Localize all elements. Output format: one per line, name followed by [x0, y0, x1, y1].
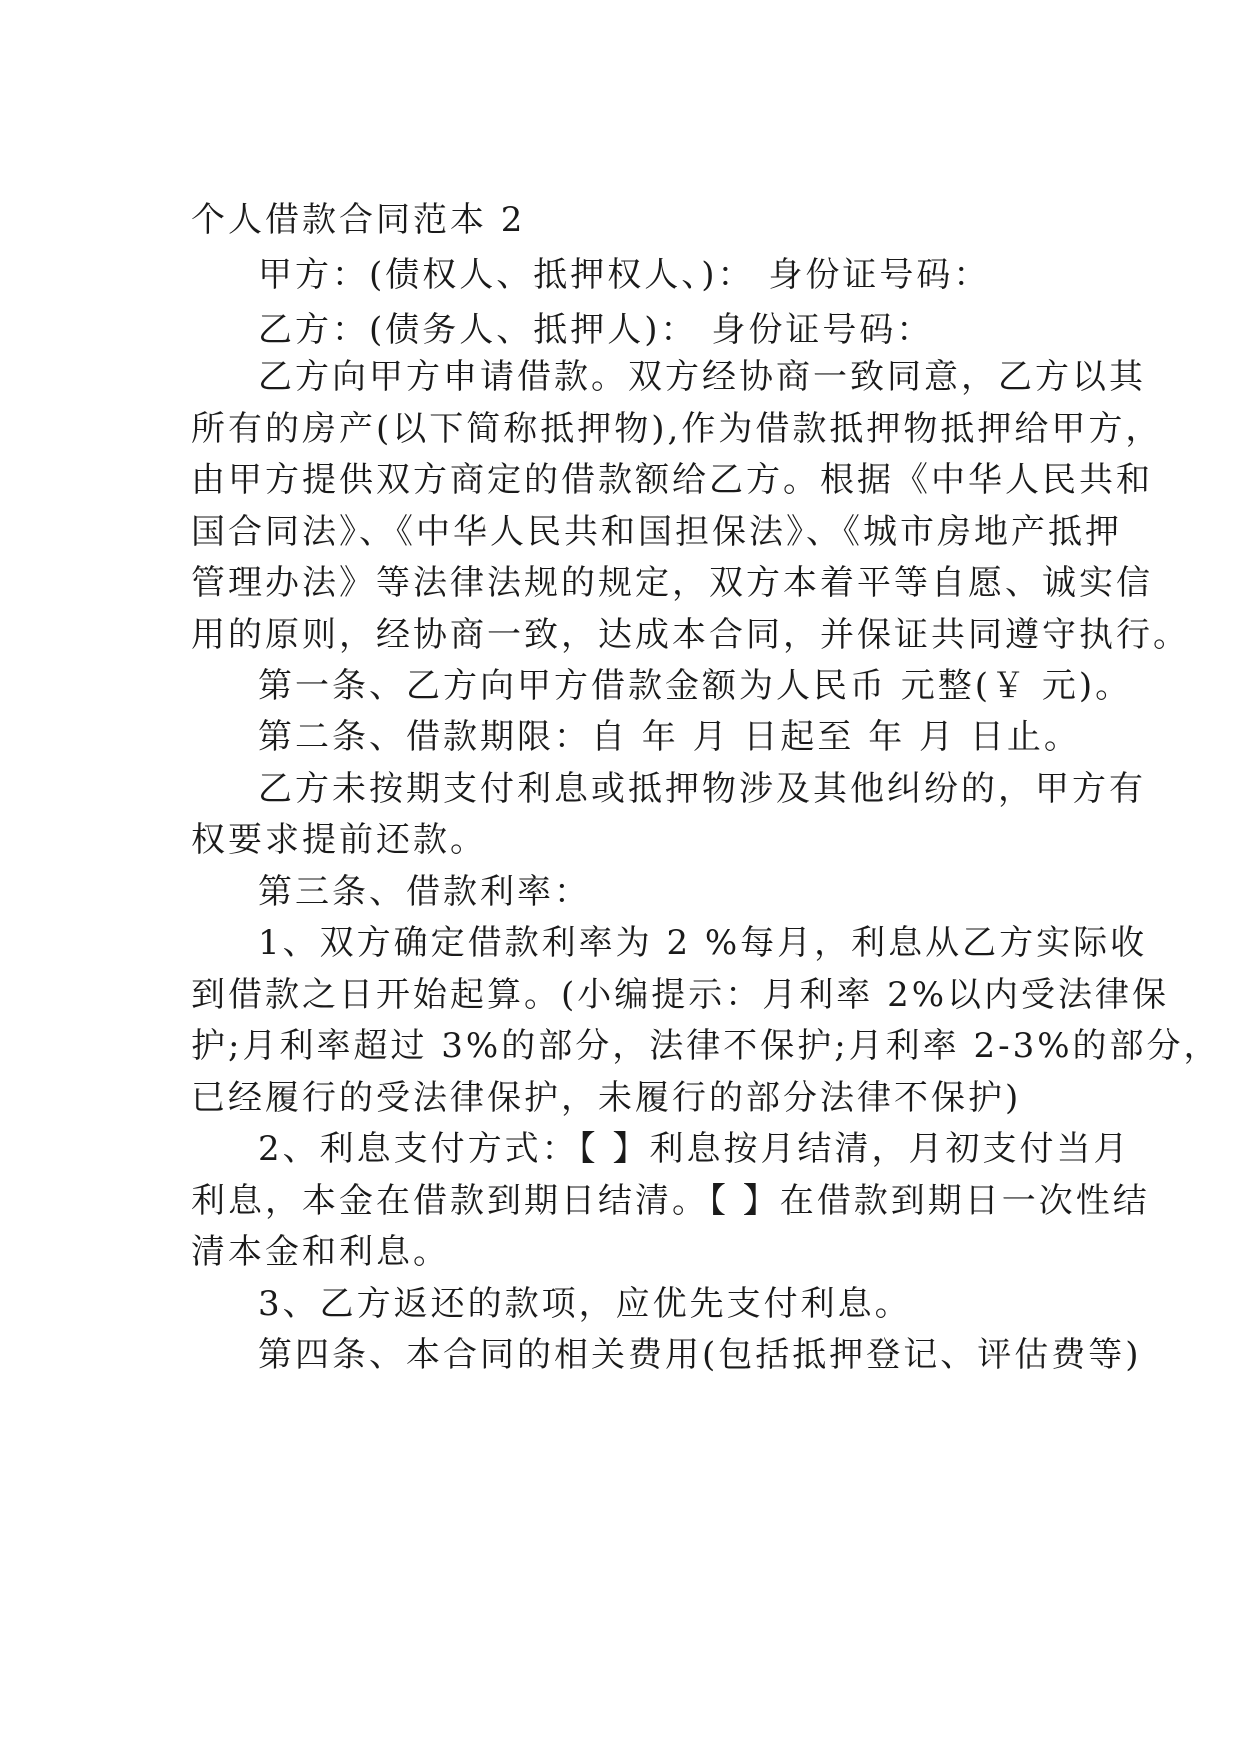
- clause-line: 已经履行的受法律保护，未履行的部分法律不保护): [191, 1078, 1022, 1118]
- clause-line: 清本金和利息。: [191, 1232, 450, 1272]
- clause-line: 护;月利率超过 3%的部分，法律不保护;月利率 2-3%的部分，: [191, 1026, 1221, 1066]
- paragraph-line: 乙方向甲方申请借款。双方经协商一致同意，乙方以其: [258, 357, 1146, 397]
- clause-line: 到借款之日开始起算。(小编提示：月利率 2%以内受法律保: [191, 975, 1170, 1015]
- article-2-line: 第二条、借款期限：自 年 月 日起至 年 月 日止。: [258, 717, 1081, 757]
- party-a-line: 甲方：(债权人、抵押权人、)： 身份证号码：: [258, 255, 991, 295]
- paragraph-line: 由甲方提供双方商定的借款额给乙方。根据《中华人民共和: [191, 460, 1153, 500]
- article-3-line: 第三条、借款利率：: [258, 872, 591, 912]
- clause-line: 1、双方确定借款利率为 2 %每月，利息从乙方实际收: [258, 923, 1148, 963]
- paragraph-line: 国合同法》、《中华人民共和国担保法》、《城市房地产抵押: [191, 512, 1122, 552]
- paragraph-line: 管理办法》等法律法规的规定，双方本着平等自愿、诚实信: [191, 563, 1153, 603]
- paragraph-line: 乙方未按期支付利息或抵押物涉及其他纠纷的，甲方有: [258, 769, 1146, 809]
- paragraph-line: 权要求提前还款。: [191, 820, 487, 860]
- clause-line: 利息，本金在借款到期日结清。【 】在借款到期日一次性结: [191, 1181, 1150, 1221]
- article-4-line: 第四条、本合同的相关费用(包括抵押登记、评估费等): [258, 1335, 1142, 1375]
- article-1-line: 第一条、乙方向甲方借款金额为人民币 元整(￥ 元)。: [258, 666, 1133, 706]
- clause-line: 2、利息支付方式：【 】利息按月结清，月初支付当月: [258, 1129, 1131, 1169]
- paragraph-line: 用的原则，经协商一致，达成本合同，并保证共同遵守执行。: [191, 615, 1190, 655]
- document-title: 个人借款合同范本 2: [191, 200, 526, 240]
- paragraph-line: 所有的房产(以下简称抵押物),作为借款抵押物抵押给甲方，: [191, 409, 1163, 449]
- party-b-line: 乙方：(债务人、抵押人)： 身份证号码：: [258, 310, 934, 350]
- clause-line: 3、乙方返还的款项，应优先支付利息。: [258, 1284, 912, 1324]
